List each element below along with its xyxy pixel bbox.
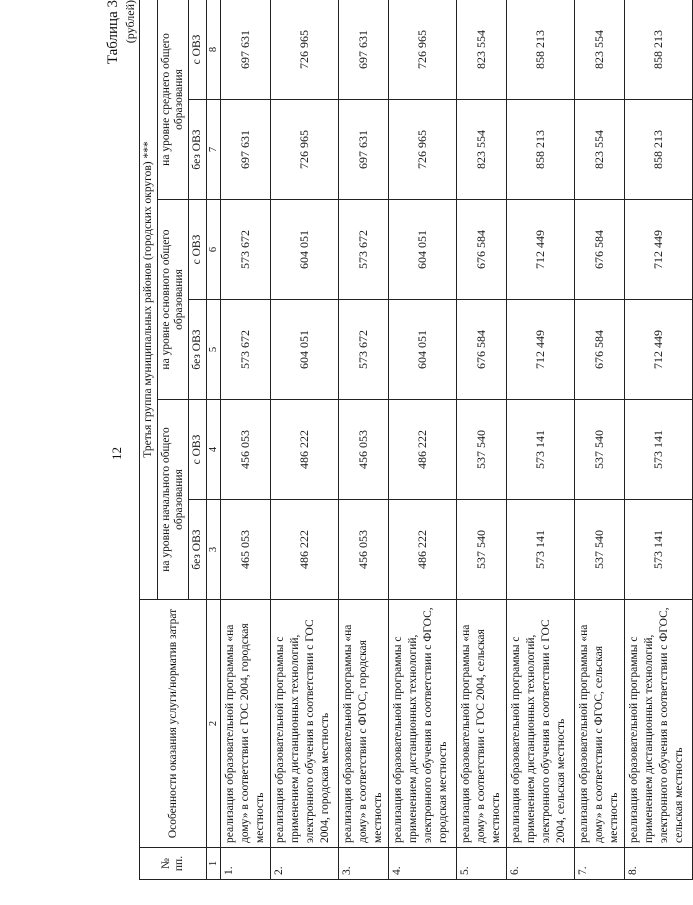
value-cell: 697 631 xyxy=(339,100,389,200)
value-cell: 537 540 xyxy=(457,400,507,500)
value-cell: 697 631 xyxy=(339,0,389,100)
value-cell: 537 540 xyxy=(575,400,625,500)
row-description: реализация образовательной программы с применением дистанционных технологий, электронного обучения в соответствии с ГОС 2004, сельская местность xyxy=(507,600,575,848)
value-cell: 823 554 xyxy=(457,0,507,100)
value-cell: 823 554 xyxy=(575,100,625,200)
row-description: реализация образовательной программы «на дому» в соответствии с ФГОС, городская местность xyxy=(339,600,389,848)
value-cell: 726 965 xyxy=(389,0,457,100)
rotated-content xyxy=(105,0,685,880)
column-number: 5 xyxy=(207,300,221,400)
column-number: 1 xyxy=(207,848,221,880)
row-number: 7. xyxy=(575,848,625,880)
table-row xyxy=(575,0,625,880)
row-description: реализация образовательной программы с применением дистанционных технологий, электронного обучения в соответствии с ГОС 2004, городская местность xyxy=(271,600,339,848)
header-sub: с ОВЗ xyxy=(189,200,207,300)
cost-table xyxy=(139,0,693,880)
value-cell: 726 965 xyxy=(389,100,457,200)
value-cell: 823 554 xyxy=(575,0,625,100)
row-number: 6. xyxy=(507,848,575,880)
value-cell: 573 141 xyxy=(507,400,575,500)
value-cell: 537 540 xyxy=(457,500,507,600)
value-cell: 697 631 xyxy=(221,0,271,100)
value-cell: 604 051 xyxy=(271,300,339,400)
table-row xyxy=(271,0,339,880)
header-group: Третья группа муниципальных районов (городских округов) *** xyxy=(140,0,158,600)
value-cell: 456 053 xyxy=(339,400,389,500)
value-cell: 486 222 xyxy=(389,400,457,500)
header-sub: без ОВЗ xyxy=(189,100,207,200)
value-cell: 573 672 xyxy=(339,300,389,400)
header-level-basic: на уровне основного общего образования xyxy=(158,200,189,400)
value-cell: 712 449 xyxy=(507,300,575,400)
header-no: № пп. xyxy=(140,848,207,880)
column-number: 8 xyxy=(207,0,221,100)
column-number: 3 xyxy=(207,500,221,600)
value-cell: 697 631 xyxy=(221,100,271,200)
row-number: 1. xyxy=(221,848,271,880)
row-number: 2. xyxy=(271,848,339,880)
value-cell: 823 554 xyxy=(457,100,507,200)
value-cell: 676 584 xyxy=(575,300,625,400)
table-row xyxy=(625,0,693,880)
table-row xyxy=(507,0,575,880)
value-cell: 604 051 xyxy=(389,300,457,400)
value-cell: 712 449 xyxy=(507,200,575,300)
row-description: реализация образовательной программы с применением дистанционных технологий, электронного обучения в соответствии с ФГОС, сельская местность xyxy=(625,600,693,848)
value-cell: 573 672 xyxy=(339,200,389,300)
value-cell: 604 051 xyxy=(271,200,339,300)
row-number: 3. xyxy=(339,848,389,880)
column-number: 2 xyxy=(207,600,221,848)
value-cell: 726 965 xyxy=(271,100,339,200)
header-level-secondary: на уровне среднего общего образования xyxy=(158,0,189,200)
value-cell: 486 222 xyxy=(271,400,339,500)
value-cell: 676 584 xyxy=(457,200,507,300)
value-cell: 573 141 xyxy=(625,500,693,600)
table-row xyxy=(339,0,389,880)
value-cell: 573 672 xyxy=(221,300,271,400)
header-sub: без ОВЗ xyxy=(189,500,207,600)
table-row xyxy=(457,0,507,880)
row-description: реализация образовательной программы «на дому» в соответствии с ГОС 2004, городская местность xyxy=(221,600,271,848)
value-cell: 712 449 xyxy=(625,200,693,300)
value-cell: 465 053 xyxy=(221,500,271,600)
value-cell: 858 213 xyxy=(507,0,575,100)
value-cell: 573 141 xyxy=(625,400,693,500)
value-cell: 456 053 xyxy=(339,500,389,600)
value-cell: 486 222 xyxy=(389,500,457,600)
table-row xyxy=(221,0,271,880)
row-number: 5. xyxy=(457,848,507,880)
value-cell: 456 053 xyxy=(221,400,271,500)
row-number: 8. xyxy=(625,848,693,880)
value-cell: 486 222 xyxy=(271,500,339,600)
value-cell: 604 051 xyxy=(389,200,457,300)
value-cell: 676 584 xyxy=(457,300,507,400)
table-row xyxy=(389,0,457,880)
column-number: 7 xyxy=(207,100,221,200)
header-desc: Особенности оказания услуги/норматив затрат xyxy=(140,600,207,848)
header-sub: с ОВЗ xyxy=(189,0,207,100)
column-number: 6 xyxy=(207,200,221,300)
header-sub: с ОВЗ xyxy=(189,400,207,500)
value-cell: 858 213 xyxy=(625,100,693,200)
value-cell: 537 540 xyxy=(575,500,625,600)
value-cell: 726 965 xyxy=(271,0,339,100)
table-title: Таблица 3 xyxy=(105,0,121,65)
row-description: реализация образовательной программы «на дому» в соответствии с ФГОС, сельская местность xyxy=(575,600,625,848)
row-description: реализация образовательной программы «на дому» в соответствии с ГОС 2004, сельская местность xyxy=(457,600,507,848)
table-unit: (рублей) xyxy=(123,0,137,44)
page-number: 12 xyxy=(109,447,124,460)
value-cell: 676 584 xyxy=(575,200,625,300)
value-cell: 712 449 xyxy=(625,300,693,400)
header-level-primary: на уровне начального общего образования xyxy=(158,400,189,600)
value-cell: 858 213 xyxy=(507,100,575,200)
value-cell: 573 141 xyxy=(507,500,575,600)
value-cell: 573 672 xyxy=(221,200,271,300)
row-description: реализация образовательной программы с применением дистанционных технологий, электронного обучения в соответствии с ФГОС, городская местность xyxy=(389,600,457,848)
table-caption xyxy=(105,0,139,64)
value-cell: 858 213 xyxy=(625,0,693,100)
row-number: 4. xyxy=(389,848,457,880)
column-number: 4 xyxy=(207,400,221,500)
header-sub: без ОВЗ xyxy=(189,300,207,400)
